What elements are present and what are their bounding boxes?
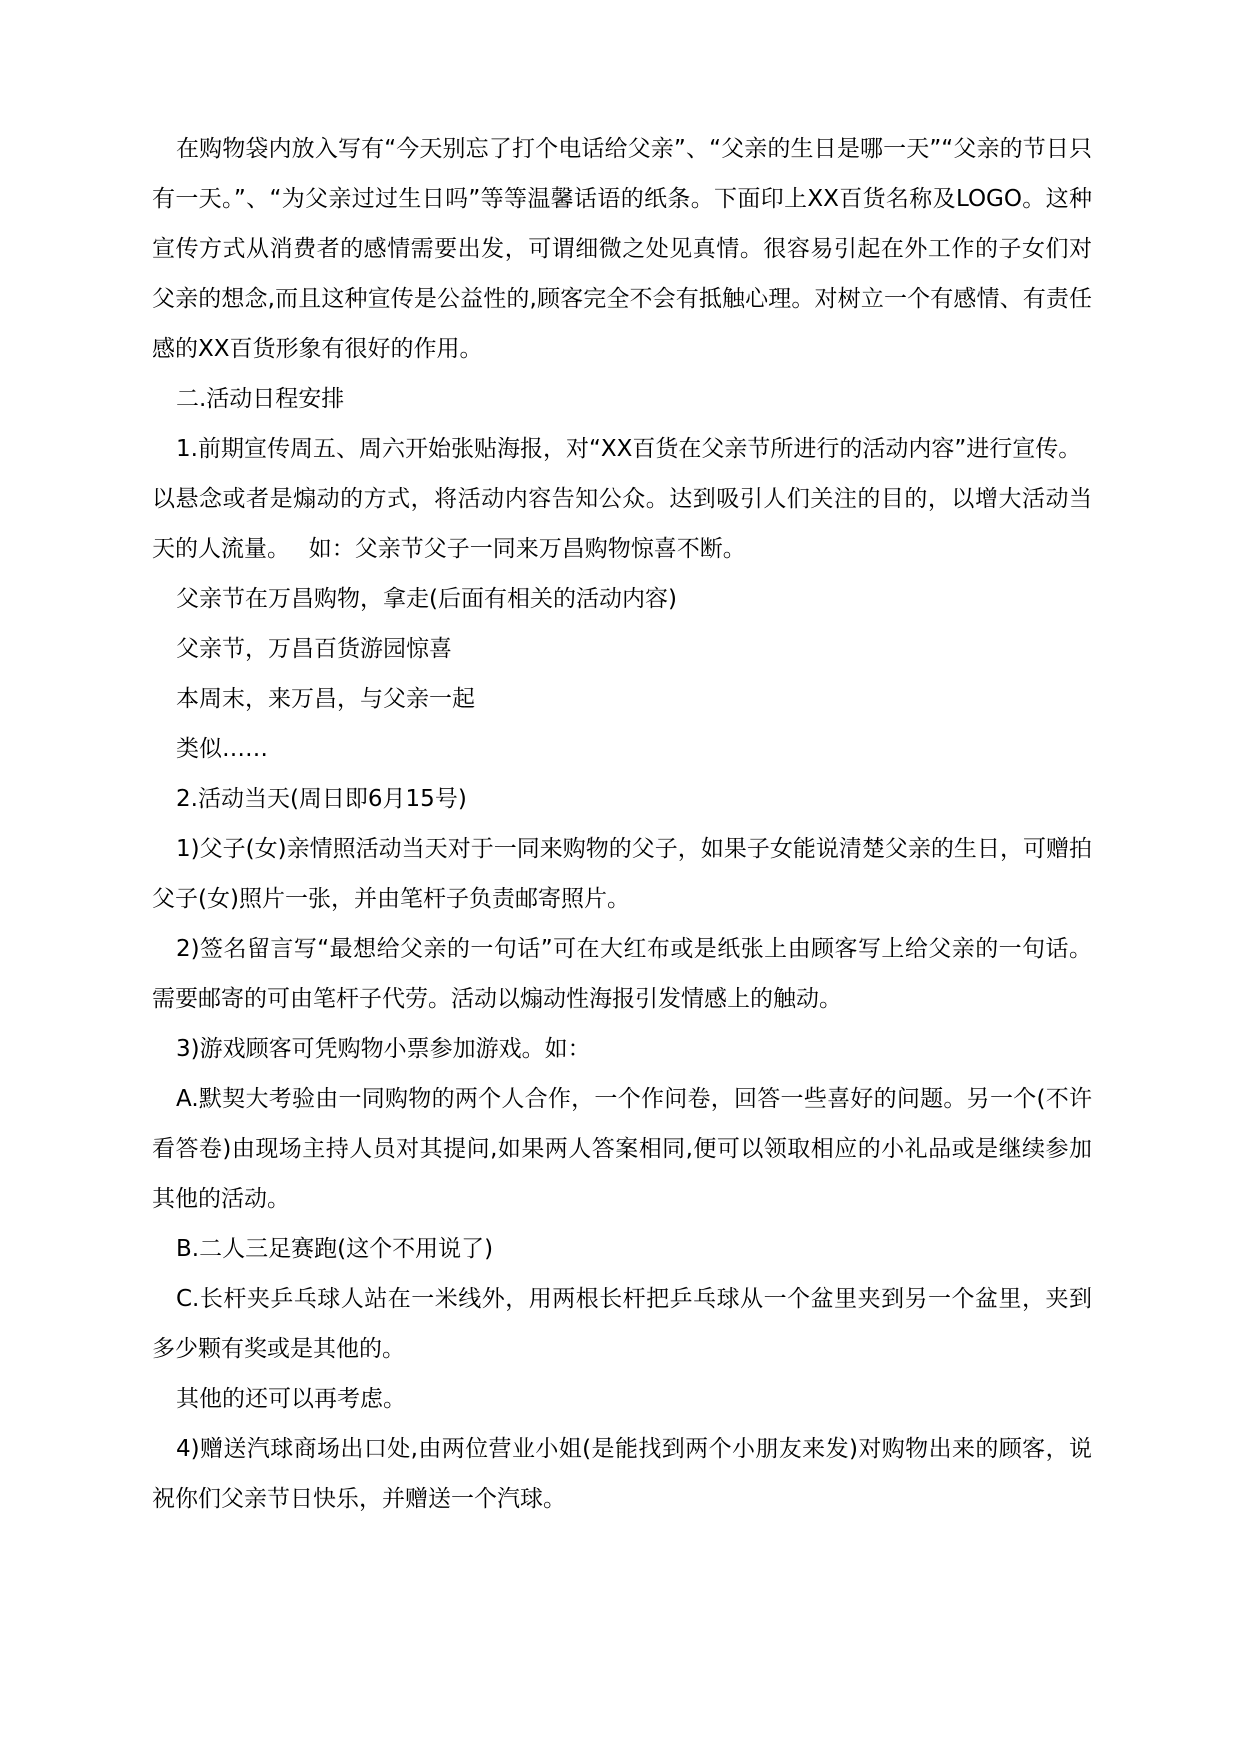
heading-event-day: 2.活动当天(周日即6月15号) <box>176 786 467 812</box>
paragraph-pre-promotion: 1.前期宣传周五、周六开始张贴海报，对“XX百货在父亲节所进行的活动内容”进行宣传。 <box>176 436 1082 462</box>
slogan-shopping-take-away: 父亲节在万昌购物，拿走(后面有相关的活动内容) <box>176 586 677 612</box>
paragraph-game-b: B.二人三足赛跑(这个不用说了) <box>176 1236 494 1262</box>
heading-activity-schedule: 二.活动日程安排 <box>176 386 345 412</box>
paragraph-other-ideas: 其他的还可以再考虑。 <box>176 1386 406 1412</box>
slogan-garden-surprise: 父亲节，万昌百货游园惊喜 <box>176 636 452 662</box>
paragraph-balloon-gift: 4)赠送汽球商场出口处,由两位营业小姐(是能找到两个小朋友来发)对购物出来的顾客，说祝你们父亲节日快乐，并赠送一个汽球。 <box>152 1436 1092 1512</box>
paragraph-game-a: A.默契大考验由一同购物的两个人合作，一个作问卷，回答一些喜好的问题。另一个(不许看答卷)由现场主持人员对其提问,如果两人答案相同,便可以领取相应的小礼品或是继续参加其他的活动。 <box>152 1086 1092 1212</box>
paragraph-signature-message: 2)签名留言写“最想给父亲的一句话”可在大红布或是纸张上由顾客写上给父亲的一句话。需要邮寄的可由笔杆子代劳。活动以煽动性海报引发情感上的触动。 <box>152 936 1092 1012</box>
paragraph-family-photo: 1)父子(女)亲情照活动当天对于一同来购物的父子，如果子女能说清楚父亲的生日，可赠拍父子(女)照片一张，并由笔杆子负责邮寄照片。 <box>152 836 1092 912</box>
document-body <box>152 124 1092 1524</box>
paragraph-shopping-bag-notes: 在购物袋内放入写有“今天别忘了打个电话给父亲”、“父亲的生日是哪一天”“父亲的节日只有一天。”、“为父亲过过生日吗”等等温馨话语的纸条。下面印上XX百货名称及LOGO。这种宣传方式从消费者的感情需要出发，可谓细微之处见真情。很容易引起在外工作的子女们对父亲的想念,而且这种宣传是公益性的,顾客完全不会有抵触心理。对树立一个有感情、有责任感的XX百货形象有很好的作用。 <box>152 136 1092 362</box>
paragraph-similar: 类似…… <box>176 736 268 762</box>
paragraph-games: 3)游戏顾客可凭购物小票参加游戏。如： <box>176 1036 591 1062</box>
slogan-this-weekend: 本周末，来万昌，与父亲一起 <box>176 686 475 712</box>
paragraph-game-c: C.长杆夹乒乓球人站在一米线外，用两根长杆把乒乓球从一个盆里夹到另一个盆里，夹到多少颗有奖或是其他的。 <box>152 1286 1092 1362</box>
paragraph-suspense-method: 以悬念或者是煽动的方式，将活动内容告知公众。达到吸引人们关注的目的，以增大活动当天的人流量。 如：父亲节父子一同来万昌购物惊喜不断。 <box>152 486 1092 562</box>
